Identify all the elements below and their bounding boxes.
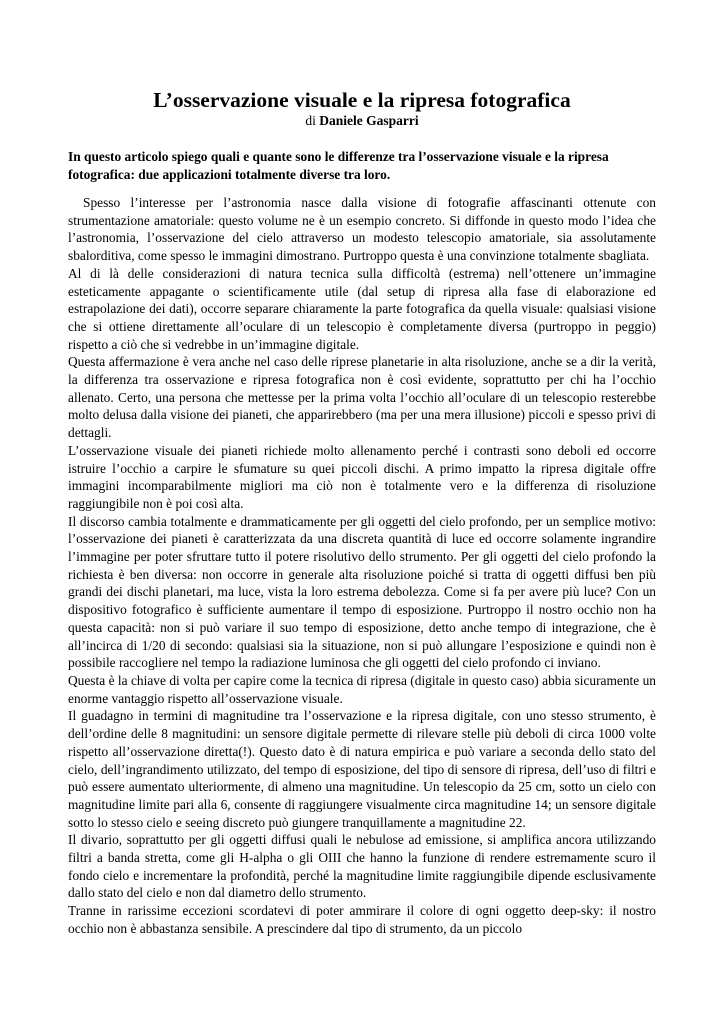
article-title: L’osservazione visuale e la ripresa fotografica (153, 88, 571, 112)
byline-prefix: di (305, 113, 316, 128)
body-paragraph: Tranne in rarissime eccezioni scordatevi di poter ammirare il colore di ogni oggetto deep-sky: il nostro occhio non è abbastanza sensibile. A prescindere dal tipo di strumento, da un piccolo (68, 903, 656, 936)
body-paragraph: Questa affermazione è vera anche nel caso delle riprese planetarie in alta risoluzione, anche se a dir la verità, la differenza tra osservazione e ripresa fotografica non è così evidente, soprattutto per chi ha l’occhio allenato. Certo, una persona che mettesse per la prima volta l’occhio all’oculare di un telescopio resterebbe molto delusa dalla visione dei pianeti, che apparirebbero (ma per una mera illusione) piccoli e spesso privi di dettagli. (68, 354, 656, 441)
body-paragraph: Al di là delle considerazioni di natura tecnica sulla difficoltà (estrema) nell’ottenere un’immagine esteticamente appagante o scientificamente utile (dal setup di ripresa alla fase di elaborazione ed estrapolazione dei dati), occorre separare chiaramente la parte fotografica da quella visuale: qualsiasi visione che si ottiene direttamente all’oculare di un telescopio è completamente diversa (purtroppo in peggio) rispetto a ciò che si vedrebbe in un’immagine digitale. (68, 265, 656, 352)
body-paragraph: Questa è la chiave di volta per capire come la tecnica di ripresa (digitale in questo caso) abbia sicuramente un enorme vantaggio rispetto all’osservazione visuale. (68, 672, 656, 706)
body-paragraph: Spesso l’interesse per l’astronomia nasce dalla visione di fotografie affascinanti ottenute con strumentazione amatoriale: questo volume ne è un esempio concreto. Si diffonde in questo modo l’idea che l’astronomia, l’osservazione del cielo attraverso un modesto telescopio amatoriale, sia assolutamente sbalorditiva, come spesso le immagini dimostrano. Purtroppo questa è una convinzione totalmente sbagliata. (68, 195, 656, 264)
author-name: Daniele Gasparri (319, 113, 419, 128)
body-paragraph: Il discorso cambia totalmente e drammaticamente per gli oggetti del cielo profondo, per un semplice motivo: l’osservazione dei pianeti è caratterizzata da una discreta quantità di luce ed occorre solamente ingrandire l’immagine per poter sfruttare tutto il potere risolutivo dello strumento. Per gli oggetti del cielo profondo la richiesta è ben diversa: non occorre in generale alta risoluzione poiché si tratta di oggetti diffusi ben più grandi dei dischi planetari, ma luce, vista la loro estrema debolezza. Come si fa per avere più luce? Con un dispositivo fotografico è sufficiente aumentare il tempo di esposizione. Purtroppo il nostro occhio non ha questa capacità: non si può variare il suo tempo di esposizione, detto anche tempo di integrazione, che è all’incirca di 1/20 di secondo: qualsiasi sia la situazione, non si può allungare l’esposizione e quindi non è possibile raccogliere nel tempo la radiazione luminosa che gli oggetti del cielo profondo ci inviano. (68, 513, 656, 671)
article-body (68, 194, 656, 938)
byline (0, 113, 724, 129)
body-paragraph: L’osservazione visuale dei pianeti richiede molto allenamento perché i contrasti sono deboli ed occorre istruire l’occhio a carpire le sfumature su quei piccoli dischi. A primo impatto la ripresa digitale offre immagini incomparabilmente migliori ma ciò non è totalmente vero e la differenza di risoluzione raggiungibile non è poi così alta. (68, 442, 656, 511)
body-paragraph: Il guadagno in termini di magnitudine tra l’osservazione e la ripresa digitale, con uno stesso strumento, è dell’ordine delle 8 magnitudini: un sensore digitale permette di rilevare stelle più deboli di circa 1000 volte rispetto all’osservazione diretta(!). Questo dato è di natura empirica e può variare a seconda dello stato del cielo, dell’ingrandimento utilizzato, del tempo di esposizione, del tipo di sensore di ripresa, dell’uso di filtri e può essere aumentato ulteriormente, di almeno una magnitudine. Un telescopio da 25 cm, sotto un cielo con magnitudine limite pari alla 6, consente di raggiungere visualmente circa magnitudine 14; un sensore digitale sotto lo stesso cielo e seeing discreto può giungere tranquillamente a magnitudine 22. (68, 708, 656, 830)
body-paragraph: Il divario, soprattutto per gli oggetti diffusi quali le nebulose ad emissione, si amplifica ancora utilizzando filtri a banda stretta, come gli H-alpha o gli OIII che hanno la funzione di rendere estremamente scuro il fondo cielo e incrementare la profondità, perché la magnitudine limite raggiungibile dipende esclusivamente dallo stato del cielo e non dal diametro dello strumento. (68, 832, 656, 901)
article-abstract: In questo articolo spiego quali e quante sono le differenze tra l’osservazione visuale e la ripresa fotografica: due applicazioni totalmente diverse tra loro. (68, 149, 609, 182)
